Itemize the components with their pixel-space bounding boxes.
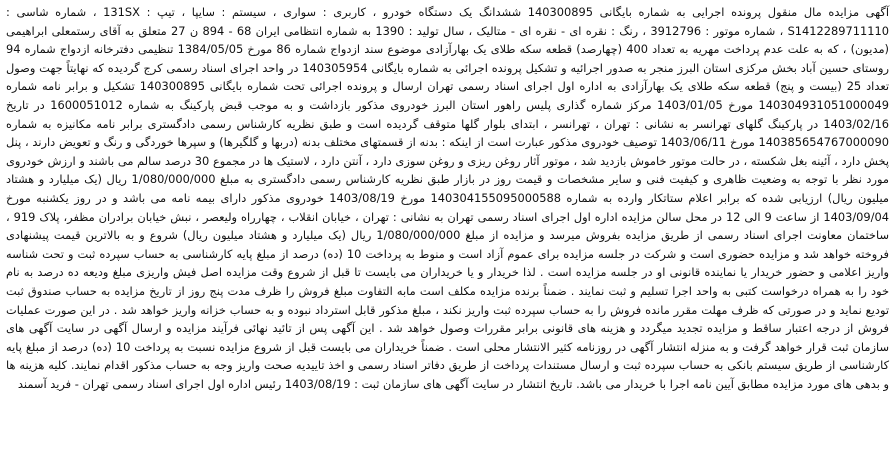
auction-notice-text: آگهی مزایده مال منقول پرونده اجرایی به شماره بایگانی 140300895 ششدانگ یک دستگاه خودرو ، کاربری : سواری ، سیستم : سایپا ، تیپ : 131SX ، شماره شاسی : S1412289711110 ، شماره موتور : 3912796 ، رنگ : نقره ای - نقره ای - متالیک ، سال تولید : 1390 به شماره انتظامی ایران 68 - 894 ن 27 متعلق به آقای رستمعلی ابراهیمی (مدیون) ، که به علت عدم پرداخت مهریه به تعداد 400 (چهارصد) قطعه سکه طلای یک بهارآزادی موضوع سند ازدواج شماره 86 مورخ 1384/05/05 تنظیمی دفترخانه ازدواج شماره 94 روستای حسین آباد بخش مرکزی استان البرز منجر به صدور اجرائیه و تشکیل پرونده اجرائی به شماره بایگانی 140305954 در واحد اجرای اسناد رسمی کرج گردیده که نهایتاً جهت وصول تعداد 25 (بیست و پنج) قطعه سکه طلای یک بهارآزادی به اداره اول اجرای اسناد رسمی تهران ارسال و پرونده اجرائی تحت شماره بایگانی 140300895 تشکیل و برابر نامه شماره 140304931051000049 مورخ 1403/01/05 مرکز شماره گذاری پلیس راهور استان البرز خودروی مذکور بازداشت و به موجب قبض پارکینگ به شماره 1600051012 در تاریخ 1403/02/16 در پارکینگ گلهای تهرانسر به نشانی : تهران ، تهرانسر ، ابتدای بلوار گلها متوقف گردیده است و طبق نظریه کارشناس رسمی دادگستری برابر نامه مکانیزه به شماره 140385654767000090 مورخ 1403/06/11 توصیف خودروی مذکور عبارت است از اینکه : بدنه از قسمتهای مختلف بدنه (دربها و گلگیرها) و سپرها خوردگی و رنگ و تعویض دارند ، پنل پخش دارد ، آئینه بغل شکسته ، در حالت موتور خاموش بازدید شد ، موتور آثار روغن ریزی و روغن سوزی دارد ، آنتن دارد ، لاستیک ها در مجموع 30 درصد سالم می باشند و ارزش خودروی مورد نظر با توجه به وضعیت ظاهری و کیفیت فنی و سایر مشخصات و قیمت روز در بازار طبق نظریه کارشناس رسمی دادگستری به مبلغ 1/080/000/000 ریال (یک میلیارد و هشتاد میلیون ریال) ارزیابی شده که برابر اعلام ستاتکار وارده به شماره 140304155095000588 مورخ 1403/08/19 خودروی مذکور دارای بیمه نامه می باشد و در روز یکشنبه مورخ 1403/09/04 از ساعت 9 الی 12 در محل سالن مزایده اداره اول اجرای اسناد رسمی تهران به نشانی : تهران ، خیابان انقلاب ، چهارراه ولیعصر ، نبش خیابان برادران مظفر، پلاک 919 ، ساختمان معاونت اجرای اسناد رسمی از طریق مزایده بفروش میرسد و مزایده از مبلغ 1/080/000/000 ریال (یک میلیارد و هشتاد میلیون ریال) شروع و به بالاترین قیمت پیشنهادی فروخته خواهد شد و مزایده حضوری است و شرکت در جلسه مزایده برای عموم آزاد است و منوط به پرداخت 10 (ده) درصد از مبلغ پایه کارشناسی به حساب سپرده ثبت و تحت شناسه واریز اعلامی و حضور خریدار یا نماینده قانونی او در جلسه مزایده است . لذا خریدار و یا خریداران می بایست تا قبل از شروع وقت مزایده اصل فیش واریزی مبلغ ودیعه ده درصد به نام خود را به همراه درخواست کتبی به واحد اجرا تسلیم و ثبت نمایند . ضمناً برنده مزایده مکلف است مابه التفاوت مبلغ فروش را ظرف مدت پنج روز از تاریخ مزایده به حساب صندوق ثبت تودیع نماید و در صورتی که ظرف مهلت مقرر مانده فروش را به حساب سپرده ثبت واریز نکند ، مبلغ مذکور قابل استرداد نبوده و به حساب خزانه واریز خواهد شد . در این صورت عملیات فروش از درجه اعتبار ساقط و مزایده تجدید میگردد و هزینه های قانونی برابر مقررات وصول خواهد شد . این آگهی پس از تائید نهائی فرآیند مزایده و ارسال آگهی در سایت آگهی های سازمان ثبت قرار خواهد گرفت و به منزله انتشار آگهی در روزنامه کثیر الانتشار محلی است . ضمناً خریداران می بایست قبل از شروع مزایده نسبت به پرداخت 10 (ده) درصد از مبلغ پایه کارشناسی از طریق سیستم بانکی به حساب سپرده ثبت و ارسال مستندات پرداخت از طریق دفاتر اسناد رسمی و اخذ تاییدیه صحت واریز وجه به حساب مذکور اقدام نمایند. کلیه هزینه ها و بدهی های مورد مزایده مطابق آیین نامه اجرا با خریدار می باشد. تاریخ انتشار در سایت آگهی های سازمان ثبت : 1403/08/19 رئیس اداره اول اجرای اسناد رسمی تهران - فرید آسمند — [6, 5, 890, 391]
